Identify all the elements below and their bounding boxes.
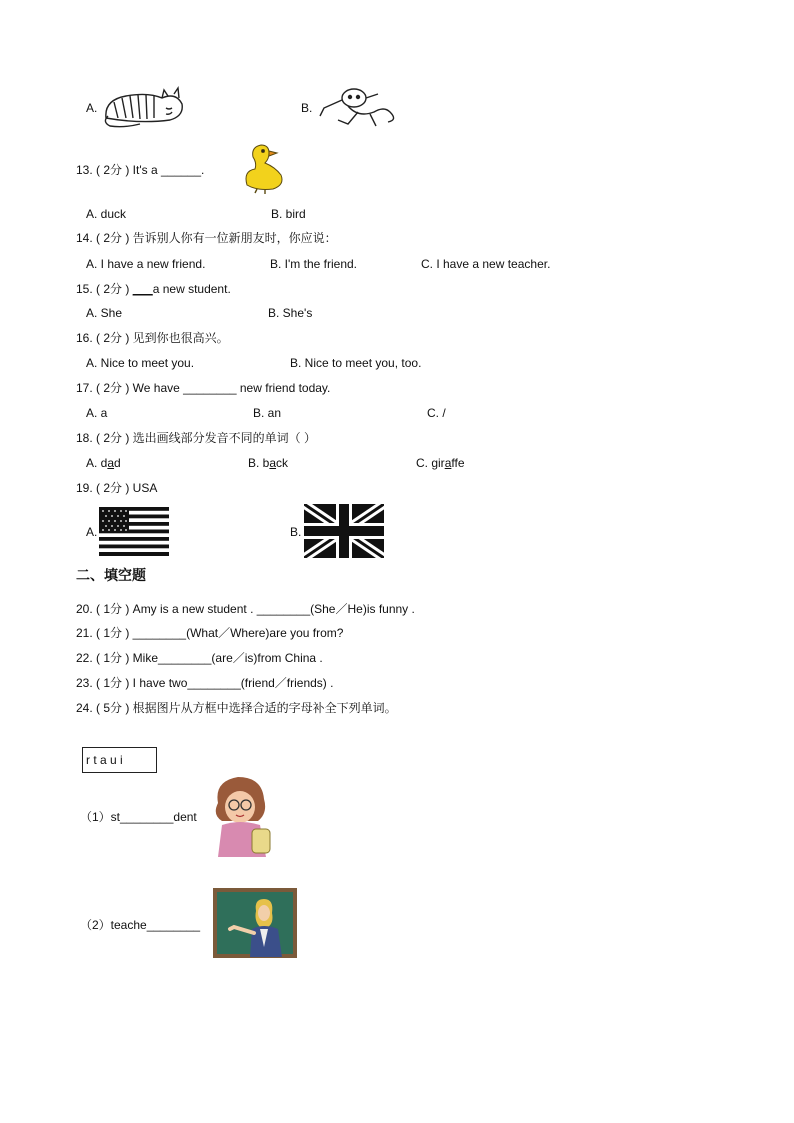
q17-option-b: B. an <box>253 406 282 420</box>
q15-option-b: B. She's <box>268 306 313 320</box>
q15-prefix: 15. ( 2分 ) <box>76 282 133 296</box>
q14-prompt: 14. ( 2分 ) 告诉别人你有一位新朋友时，你应说： <box>76 231 337 245</box>
q17-option-c: C. / <box>427 406 446 420</box>
q13-option-a: A. duck <box>86 207 127 221</box>
q18-a-pre: d <box>100 456 108 470</box>
q18-b-letter: B. <box>248 456 263 470</box>
q12-option-a: A. <box>86 101 98 115</box>
q24-prompt: 24. ( 5分 ) 根据图片从方框中选择合适的字母补全下列单词。 <box>76 701 397 715</box>
usa-flag-image <box>99 507 169 556</box>
duck-image <box>239 141 289 195</box>
q19-option-b: B. <box>290 525 302 539</box>
q18-option-b <box>248 455 288 471</box>
q18-option-a <box>86 455 121 471</box>
q18-b-pre: b <box>262 456 270 470</box>
q18-a-letter: A. <box>86 456 101 470</box>
q19-option-a: A. <box>86 525 98 539</box>
q15-suffix: a new student. <box>152 282 231 296</box>
q14-option-a: A. I have a new friend. <box>86 257 206 271</box>
q12-option-b: B. <box>301 101 313 115</box>
letter-choices-box: r t a u i <box>82 747 157 773</box>
q18-c-letter: C. <box>416 456 432 470</box>
q15-blank: ___ <box>132 282 153 296</box>
q21-prompt: 21. ( 1分 ) ________(What／Where)are you from? <box>76 626 344 640</box>
q18-b-post: ck <box>276 456 289 470</box>
q18-c-underlined: a <box>444 456 452 470</box>
q16-option-a: A. Nice to meet you. <box>86 356 195 370</box>
sleeping-cat-image <box>100 82 186 128</box>
q18-b-underlined: a <box>269 456 277 470</box>
section-title: 二、填空题 <box>76 567 146 583</box>
q14-option-b: B. I'm the friend. <box>270 257 357 271</box>
q20-prompt: 20. ( 1分 ) Amy is a new student . ________(She／He)is funny . <box>76 602 415 616</box>
q22-prompt: 22. ( 1分 ) Mike________(are／is)from China . <box>76 651 323 665</box>
q18-option-c <box>416 455 465 471</box>
q23-prompt: 23. ( 1分 ) I have two________(friend／friends) . <box>76 676 334 690</box>
q16-option-b: B. Nice to meet you, too. <box>290 356 422 370</box>
monkey-image <box>318 86 402 128</box>
q15-option-a: A. She <box>86 306 123 320</box>
q24-item-1: （1）st________dent <box>80 810 197 824</box>
q14-option-c: C. I have a new teacher. <box>421 257 551 271</box>
q18-c-pre: gir <box>431 456 445 470</box>
q13-prompt: 13. ( 2分 ) It's a ______. <box>76 163 205 177</box>
q18-a-underlined: a <box>107 456 115 470</box>
q16-prompt: 16. ( 2分 ) 见到你也很高兴。 <box>76 331 229 345</box>
q18-prompt: 18. ( 2分 ) 选出画线部分发音不同的单词（ ） <box>76 431 317 445</box>
q19-prompt: 19. ( 2分 ) USA <box>76 481 158 495</box>
q18-a-post: d <box>114 456 121 470</box>
q15-prompt <box>76 281 231 297</box>
student-girl-image <box>208 773 274 859</box>
q18-c-post: ffe <box>451 456 465 470</box>
uk-flag-image <box>304 504 384 558</box>
teacher-at-blackboard-image <box>212 887 298 959</box>
q13-option-b: B. bird <box>271 207 306 221</box>
q24-item-2: （2）teache________ <box>80 918 201 932</box>
q17-option-a: A. a <box>86 406 108 420</box>
q17-prompt: 17. ( 2分 ) We have ________ new friend today. <box>76 381 331 395</box>
